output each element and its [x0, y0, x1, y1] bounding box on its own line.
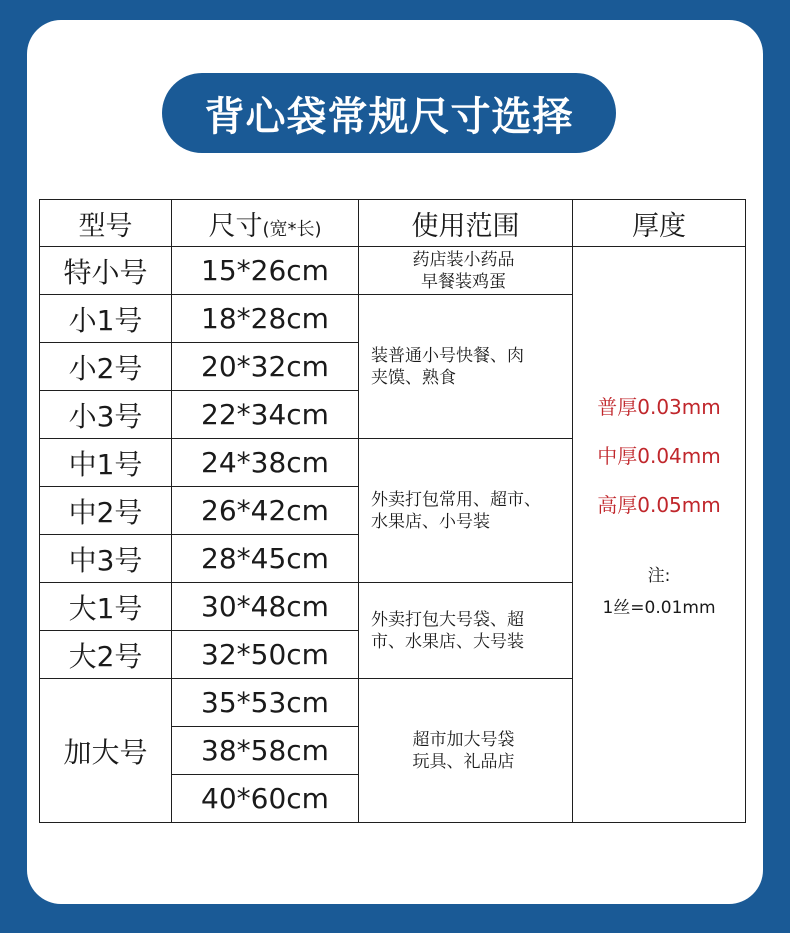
size-cell: 24*38cm — [172, 439, 359, 487]
size-table — [39, 199, 746, 823]
thickness-option: 高厚0.05mm — [597, 493, 721, 517]
usage-line: 药店装小药品 — [412, 249, 515, 270]
usage-cell — [359, 295, 573, 439]
thickness-option: 普厚0.03mm — [597, 395, 721, 419]
usage-line: 外卖打包大号袋、超 — [371, 609, 524, 630]
usage-cell — [359, 679, 573, 823]
model-cell: 小2号 — [40, 343, 172, 391]
size-cell: 18*28cm — [172, 295, 359, 343]
model-cell: 大2号 — [40, 631, 172, 679]
size-cell: 28*45cm — [172, 535, 359, 583]
note-value: 1丝=0.01mm — [602, 598, 716, 618]
usage-line: 超市加大号袋 — [412, 729, 515, 750]
model-cell: 小3号 — [40, 391, 172, 439]
model-cell: 加大号 — [40, 679, 172, 823]
header-size-note: (宽*长) — [262, 218, 322, 240]
model-cell: 小1号 — [40, 295, 172, 343]
model-cell: 大1号 — [40, 583, 172, 631]
header-row — [40, 200, 746, 247]
size-cell: 35*53cm — [172, 679, 359, 727]
size-cell: 20*32cm — [172, 343, 359, 391]
usage-line: 玩具、礼品店 — [412, 751, 515, 772]
usage-cell — [359, 583, 573, 679]
thickness-cell — [573, 247, 746, 823]
model-cell: 中1号 — [40, 439, 172, 487]
model-cell: 中2号 — [40, 487, 172, 535]
header-model: 型号 — [40, 200, 172, 247]
model-cell: 中3号 — [40, 535, 172, 583]
size-cell: 32*50cm — [172, 631, 359, 679]
header-size — [172, 200, 359, 247]
size-cell: 15*26cm — [172, 247, 359, 295]
size-cell: 22*34cm — [172, 391, 359, 439]
usage-cell — [359, 247, 573, 295]
model-cell: 特小号 — [40, 247, 172, 295]
header-thickness: 厚度 — [573, 200, 746, 247]
usage-line: 夹馍、熟食 — [371, 367, 456, 388]
usage-line: 装普通小号快餐、肉 — [371, 345, 524, 366]
size-cell: 30*48cm — [172, 583, 359, 631]
header-usage: 使用范围 — [359, 200, 573, 247]
usage-line: 外卖打包常用、超市、 — [371, 489, 541, 510]
usage-line: 市、水果店、大号装 — [371, 631, 524, 652]
thickness-spacer — [573, 247, 745, 383]
note-label: 注: — [647, 566, 671, 586]
size-cell: 40*60cm — [172, 775, 359, 823]
table-row — [40, 247, 746, 295]
header-size-label: 尺寸 — [208, 210, 263, 242]
page-title: 背心袋常规尺寸选择 — [162, 73, 616, 153]
usage-line: 水果店、小号装 — [371, 511, 490, 532]
thickness-option: 中厚0.04mm — [597, 444, 721, 468]
size-cell: 26*42cm — [172, 487, 359, 535]
size-cell: 38*58cm — [172, 727, 359, 775]
usage-line: 早餐装鸡蛋 — [421, 271, 506, 292]
usage-cell — [359, 439, 573, 583]
